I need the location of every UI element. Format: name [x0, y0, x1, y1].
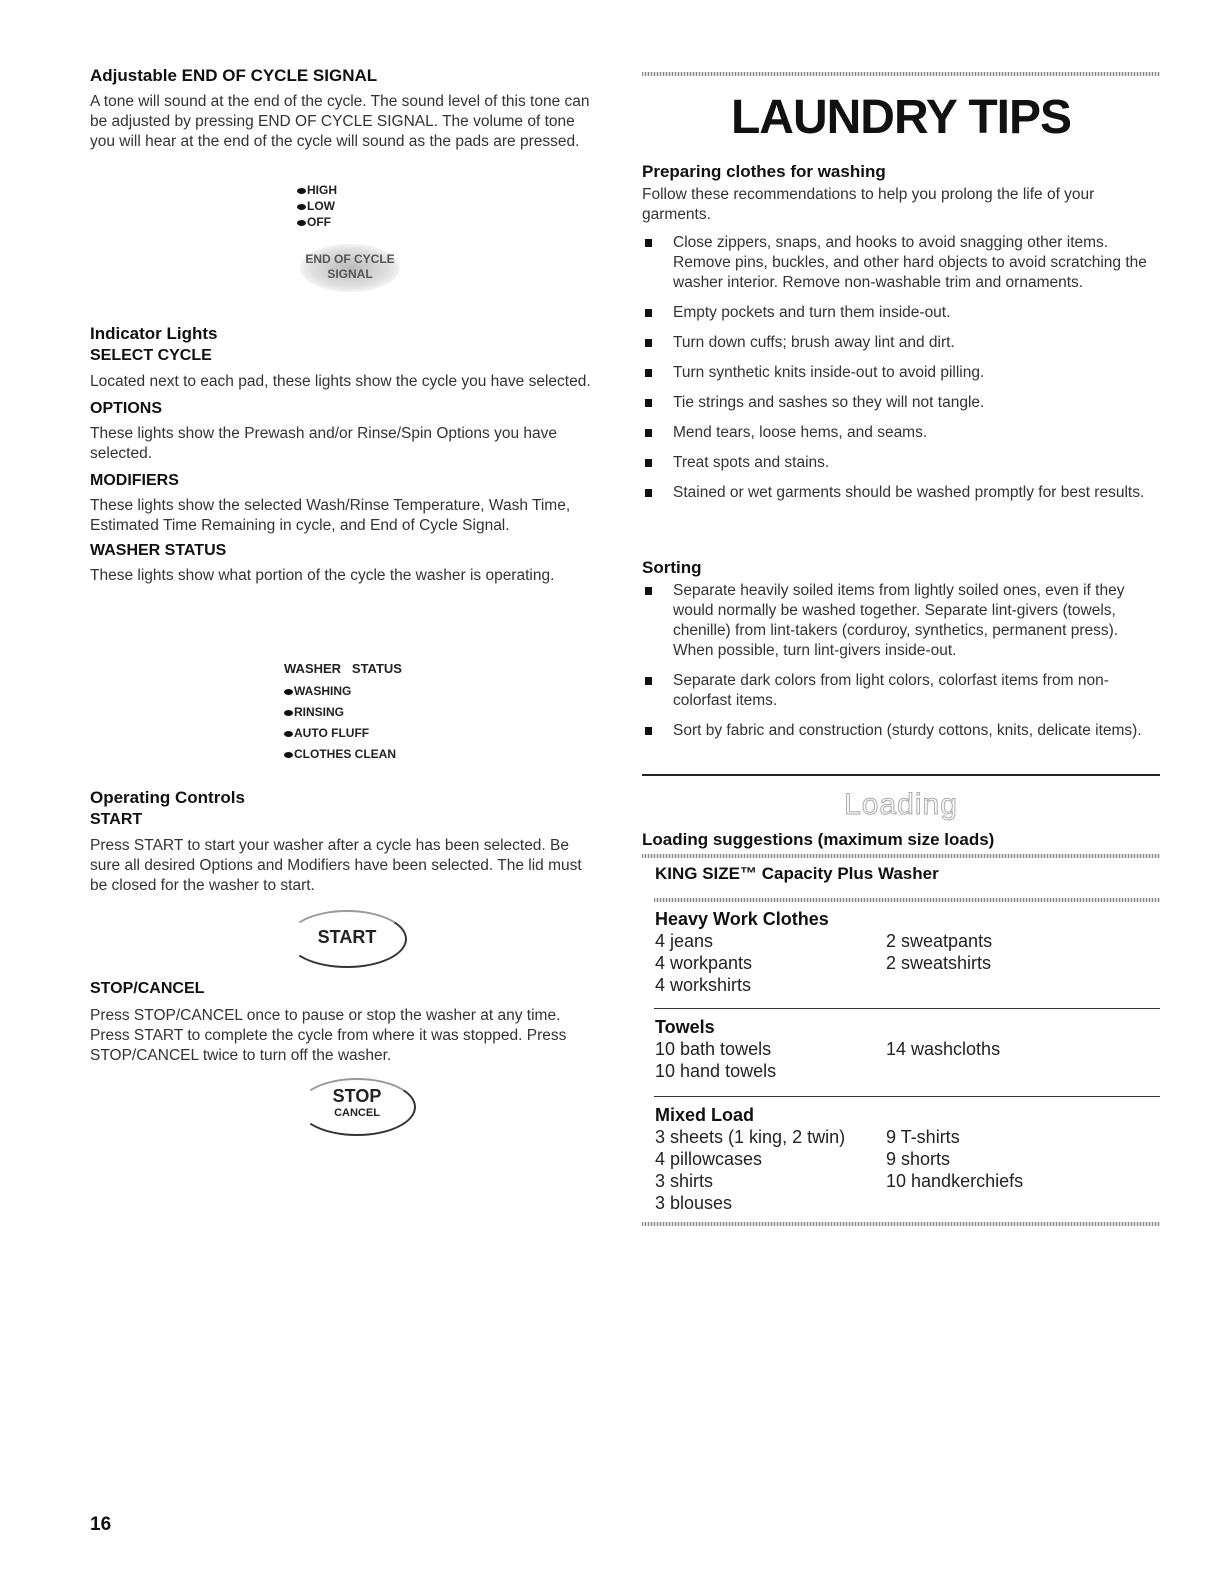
- heavy-title: Heavy Work Clothes: [655, 909, 829, 929]
- sorting-heading: Sorting: [642, 558, 702, 577]
- list-item: Mend tears, loose hems, and seams.: [642, 423, 1160, 443]
- status-rinsing: RINSING: [284, 702, 402, 723]
- modifiers-title: MODIFIERS: [90, 472, 179, 489]
- list-item: Turn down cuffs; brush away lint and dirt.: [642, 333, 1160, 353]
- page-number: 16: [90, 1514, 112, 1535]
- washer-status-title: WASHER STATUS: [90, 542, 227, 559]
- preparing-section: [642, 162, 1160, 503]
- end-of-cycle-signal-button[interactable]: [300, 244, 400, 292]
- stop-cancel-button[interactable]: [298, 1078, 416, 1136]
- list-item: Sort by fabric and construction (sturdy cottons, knits, delicate items).: [642, 721, 1160, 741]
- laundry-tips-title: LAUNDRY TIPS: [730, 91, 1072, 144]
- indicator-section: [90, 324, 602, 586]
- washer-title-hatch: [654, 898, 1160, 902]
- loading-top-rule: [642, 774, 1160, 776]
- start-body: Press START to start your washer after a cycle has been selected. Be sure all desired Options and Modifiers have been selected. The lid must be closed for the washer to start.: [90, 837, 582, 894]
- list-item: Treat spots and stains.: [642, 453, 1160, 473]
- list-item: Separate dark colors from light colors, colorfast items from non-colorfast items.: [642, 671, 1160, 711]
- left-column: [90, 66, 602, 1119]
- stop-body: Press STOP/CANCEL once to pause or stop the washer at any time. Press START to complete the cycle from where it was stopped. Press STOP/CANCEL twice to turn off the washer.: [90, 1007, 567, 1064]
- modifiers-body: These lights show the selected Wash/Rinse Temperature, Wash Time, Estimated Time Remaining in cycle, and End of Cycle Signal.: [90, 497, 571, 534]
- start-button-label: START: [317, 927, 377, 947]
- eoc-heading: Adjustable END OF CYCLE SIGNAL: [90, 66, 378, 85]
- controls-heading: Operating Controls: [90, 788, 245, 807]
- table-row: 4 jeans 2 sweatpants: [655, 931, 993, 951]
- table-row: 4 pillowcases 9 shorts: [655, 1149, 951, 1169]
- list-item: Empty pockets and turn them inside-out.: [642, 303, 1160, 323]
- table-row: 10 hand towels: [655, 1061, 777, 1081]
- towels-group: [655, 1016, 1160, 1082]
- options-body: These lights show the Prewash and/or Rinse/Spin Options you have selected.: [90, 425, 557, 462]
- washer-title: KING SIZE™ Capacity Plus Washer: [655, 864, 939, 883]
- options-title: OPTIONS: [90, 400, 163, 417]
- select-cycle-title: SELECT CYCLE: [90, 347, 212, 364]
- table-row: 3 shirts 10 handkerchiefs: [655, 1171, 1024, 1191]
- stop-section: [90, 980, 602, 1066]
- list-item: Tie strings and sashes so they will not tangle.: [642, 393, 1160, 413]
- heavy-work-clothes-group: [655, 908, 1160, 996]
- mixed-load-group: [655, 1104, 1160, 1214]
- list-item: Close zippers, snaps, and hooks to avoid snagging other items. Remove pins, buckles, and other hard objects to avoid scratching the washer interior. Remove non-washable trim and ornaments.: [642, 233, 1160, 293]
- washer-status-panel: [284, 658, 402, 765]
- loading-hatch: [642, 854, 1160, 858]
- eoc-button-line2: SIGNAL: [327, 267, 373, 281]
- stop-title: STOP/CANCEL: [90, 980, 205, 997]
- towels-divider: [654, 1096, 1160, 1097]
- preparing-intro: Follow these recommendations to help you prolong the life of your garments.: [642, 186, 1095, 223]
- start-button[interactable]: [287, 910, 407, 968]
- sorting-section: [642, 558, 1160, 741]
- mixed-title: Mixed Load: [655, 1105, 755, 1125]
- sorting-list: [642, 581, 1160, 741]
- washer-status-body: These lights show what portion of the cycle the washer is operating.: [90, 567, 555, 584]
- indicator-heading: Indicator Lights: [90, 324, 218, 343]
- stop-button-line1: STOP: [332, 1086, 382, 1106]
- table-row: 10 bath towels 14 washcloths: [655, 1039, 1001, 1059]
- status-auto-fluff: AUTO FLUFF: [284, 723, 402, 744]
- status-washing: WASHING: [284, 681, 402, 702]
- level-low: LOW: [297, 198, 337, 214]
- select-cycle-body: Located next to each pad, these lights show the cycle you have selected.: [90, 373, 591, 390]
- eoc-levels: [297, 182, 337, 230]
- list-item: Separate heavily soiled items from lightly soiled ones, even if they would normally be washed together. Separate lint-givers (towels, chenille) from lint-takers (corduroy, synthetics, permanent press). When possible, turn lint-givers inside-out.: [642, 581, 1160, 661]
- level-high: HIGH: [297, 182, 337, 198]
- eoc-body: A tone will sound at the end of the cycle. The sound level of this tone can be adjusted by pressing END OF CYCLE SIGNAL. The volume of tone you will hear at the end of the cycle will sound as the pads are pressed.: [90, 93, 590, 150]
- table-row: 3 blouses: [655, 1193, 733, 1213]
- start-title: START: [90, 811, 143, 828]
- stop-button-line2: CANCEL: [334, 1107, 380, 1119]
- preparing-list: [642, 233, 1160, 503]
- top-hatch-divider: [642, 72, 1160, 76]
- controls-section: [90, 788, 602, 896]
- loading-heading: Loading: [844, 788, 958, 821]
- list-item: Turn synthetic knits inside-out to avoid pilling.: [642, 363, 1160, 383]
- loading-suggestions-heading: Loading suggestions (maximum size loads): [642, 830, 995, 849]
- heavy-divider: [654, 1008, 1160, 1009]
- table-row: 3 sheets (1 king, 2 twin) 9 T-shirts: [655, 1127, 960, 1147]
- level-off: OFF: [297, 214, 337, 230]
- list-item: Stained or wet garments should be washed promptly for best results.: [642, 483, 1160, 503]
- bottom-hatch-divider: [642, 1222, 1160, 1226]
- table-row: 4 workshirts: [655, 975, 752, 995]
- eoc-button-line1: END OF CYCLE: [305, 252, 395, 266]
- towels-title: Towels: [655, 1017, 715, 1037]
- washer-status-panel-title: WASHER STATUS: [284, 661, 402, 676]
- status-clothes-clean: CLOTHES CLEAN: [284, 744, 402, 765]
- table-row: 4 workpants 2 sweatshirts: [655, 953, 992, 973]
- preparing-heading: Preparing clothes for washing: [642, 162, 886, 181]
